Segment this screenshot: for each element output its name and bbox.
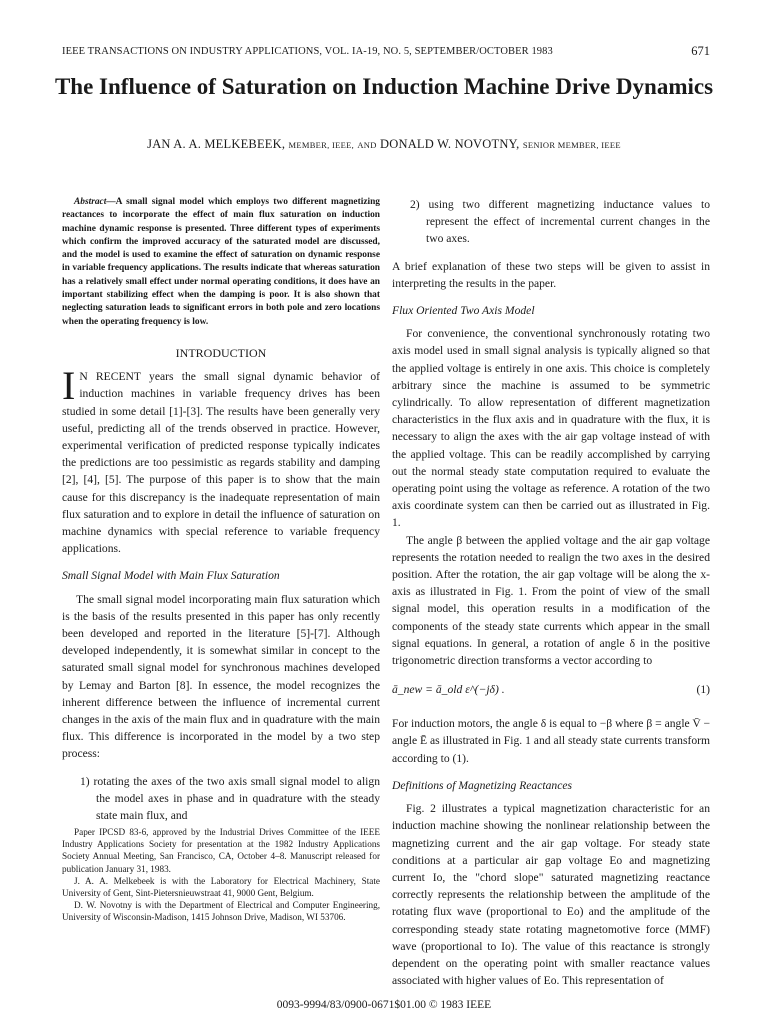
page-number: 671 bbox=[691, 44, 710, 58]
section-heading-introduction: INTRODUCTION bbox=[175, 345, 267, 360]
footnote-paragraph-1: Paper IPCSD 83-6, approved by the Industrial Drives Committee of the IEEE Industry Applications Society for presentation at the 1982 Industry Applications Society Annual Meeting, San Francisco, CA, October 4–8. Manuscript released for publication January 31, 1983. bbox=[62, 827, 380, 874]
abstract bbox=[62, 196, 380, 329]
left-column bbox=[62, 196, 380, 824]
abstract-text: —A small signal model which employs two different magnetizing reactances to incorporate the effect of main flux saturation on induction machine dynamic response is presented. Three different types of experiments which confirm the improved accuracy of the saturated model are discussed, and the model is used to examine the effect of saturation on dynamic response in variable frequency applications. The results indicate that whereas saturation has a relatively small effect under normal operating conditions, it does have an important stabilizing effect when the damping is poor. It is also shown that neglecting saturation leads to significant errors in both pole and zero locations when the operating frequency is low. bbox=[62, 197, 380, 327]
author-line bbox=[40, 137, 728, 152]
body-paragraph: Fig. 2 illustrates a typical magnetization characteristic for an induction machine showing the nonlinear relationship between the magnetizing current and the air gap voltage. For steady state conditions at a particular air gap voltage Eo and magnetizing current Io, the "chord slope" saturated magnetizing reactance correctly represents the relationship between the amplitude of the rotating flux wave (proportional to Eo) and the amplitude of the corresponding steady state rotating magnetomotive force (MMF) wave (proportional to Io). The value of this reactance is strongly dependent on the operating point with smaller reactance values associated with higher values of Eo. This representation of bbox=[392, 802, 710, 988]
drop-cap: I bbox=[62, 363, 76, 409]
subsection-heading-magnetizing-reactances: Definitions of Magnetizing Reactances bbox=[392, 778, 572, 792]
intro-paragraph-text: N RECENT years the small signal dynamic behavior of induction machines in variable frequency drives has been studied in some detail [1]-[3]. The results have been generally very useful, predicting all of the trends observed in practice. However, experimental verification of predicted response typically indicates the predictions are too pessimistic as regards stability and damping [2], [4], [5]. The purpose of this paper is to show that the main cause for this discrepancy is the inadequate representation of main flux saturation and to explore in detail the influence of saturation on machine dynamics with special reference to variable frequency applications. bbox=[62, 370, 380, 556]
author-1-name: JAN A. A. MELKEBEEK, bbox=[147, 137, 286, 151]
right-column bbox=[392, 196, 710, 989]
footnote-paragraph-2: J. A. A. Melkebeek is with the Laboratory for Electrical Machinery, State University of Gent, Sint-Pietersnieuwstraat 41, 9000 Gent, Belgium. bbox=[62, 875, 380, 899]
author-2-role: SENIOR MEMBER, IEEE bbox=[522, 140, 621, 150]
running-head: IEEE TRANSACTIONS ON INDUSTRY APPLICATIONS, VOL. IA-19, NO. 5, SEPTEMBER/OCTOBER 1983 bbox=[62, 46, 553, 57]
author-1-role: MEMBER, IEEE, bbox=[288, 140, 355, 150]
footnote bbox=[62, 826, 380, 924]
footnote-paragraph-3: D. W. Novotny is with the Department of Electrical and Computer Engineering, University of Wisconsin-Madison, 1415 Johnson Drive, Madison, WI 53706. bbox=[62, 900, 380, 923]
author-conjunction: AND bbox=[357, 140, 377, 150]
equation-number: (1) bbox=[696, 683, 710, 697]
copyright-footer: 0093-9994/83/0900-0671$01.00 © 1983 IEEE bbox=[276, 999, 492, 1011]
body-paragraph: The angle β between the applied voltage and the air gap voltage represents the rotation needed to realign the two axes in the desired position. After the rotation, the air gap voltage will be along the x-axis as illustrated in Fig. 1. From the point of view of the small signal model, this operation results in a modification of the components of the steady state currents which appear in the small signal equations. In general, a rotation of angle δ in the positive trigonometric direction transforms a vector according to bbox=[392, 533, 710, 668]
subsection-heading-flux-oriented: Flux Oriented Two Axis Model bbox=[392, 304, 535, 318]
intro-paragraph bbox=[62, 363, 380, 557]
list-item-2: 2) using two different magnetizing inductance values to represent the effect of incremental current changes in the two axes. bbox=[410, 198, 710, 246]
equation-body: ā_new = ā_old ε^(−jδ) . bbox=[392, 683, 505, 697]
equation-1 bbox=[392, 681, 710, 703]
subsection-heading-small-signal-model: Small Signal Model with Main Flux Saturation bbox=[62, 569, 280, 583]
body-paragraph: A brief explanation of these two steps will be given to assist in interpreting the results in the paper. bbox=[392, 259, 710, 290]
body-paragraph: The small signal model incorporating main flux saturation which is the basis of the results presented in this paper has only recently been developed and reported in the literature [5]-[7]. Although developed independently, it is somewhat similar in concept to the saturated small signal model for synchronous machines developed by Lemay and Barton [8]. In essence, the model recognizes the inherent difference between the influence of incremental current changes in the axis of the main flux and in quadrature with the main flux. This difference is incorporated in the model by a two step process: bbox=[62, 592, 380, 761]
list-item-1: 1) rotating the axes of the two axis small signal model to align the model axes in phase and in quadrature with the steady state main flux, and bbox=[80, 774, 380, 823]
body-paragraph: For convenience, the conventional synchronously rotating two axis model used in small signal analysis is typically aligned so that the applied voltage is entirely in one axis. This choice is completely arbitrary since the machine is assumed to be symmetric cylindrically. To allow representation of different magnetization characteristics in the flux axis and in quadrature with the flux, it is necessary to align the axes with the air gap voltage instead of with the applied voltage. This can be readily accomplished by carrying out the normal steady state computation required to evaluate the operating point using the voltage as reference. A rotation of the two axis coordinate system can then be carried out as illustrated in Fig. 1. bbox=[392, 327, 710, 530]
paper-title: The Influence of Saturation on Induction Machine Drive Dynamics bbox=[54, 74, 714, 99]
abstract-label: Abstract bbox=[74, 197, 107, 207]
author-2-name: DONALD W. NOVOTNY, bbox=[380, 137, 520, 151]
body-paragraph: For induction motors, the angle δ is equal to −β where β = angle V̄ − angle Ē as illustrated in Fig. 1 and all steady state currents transform according to (1). bbox=[392, 717, 710, 765]
